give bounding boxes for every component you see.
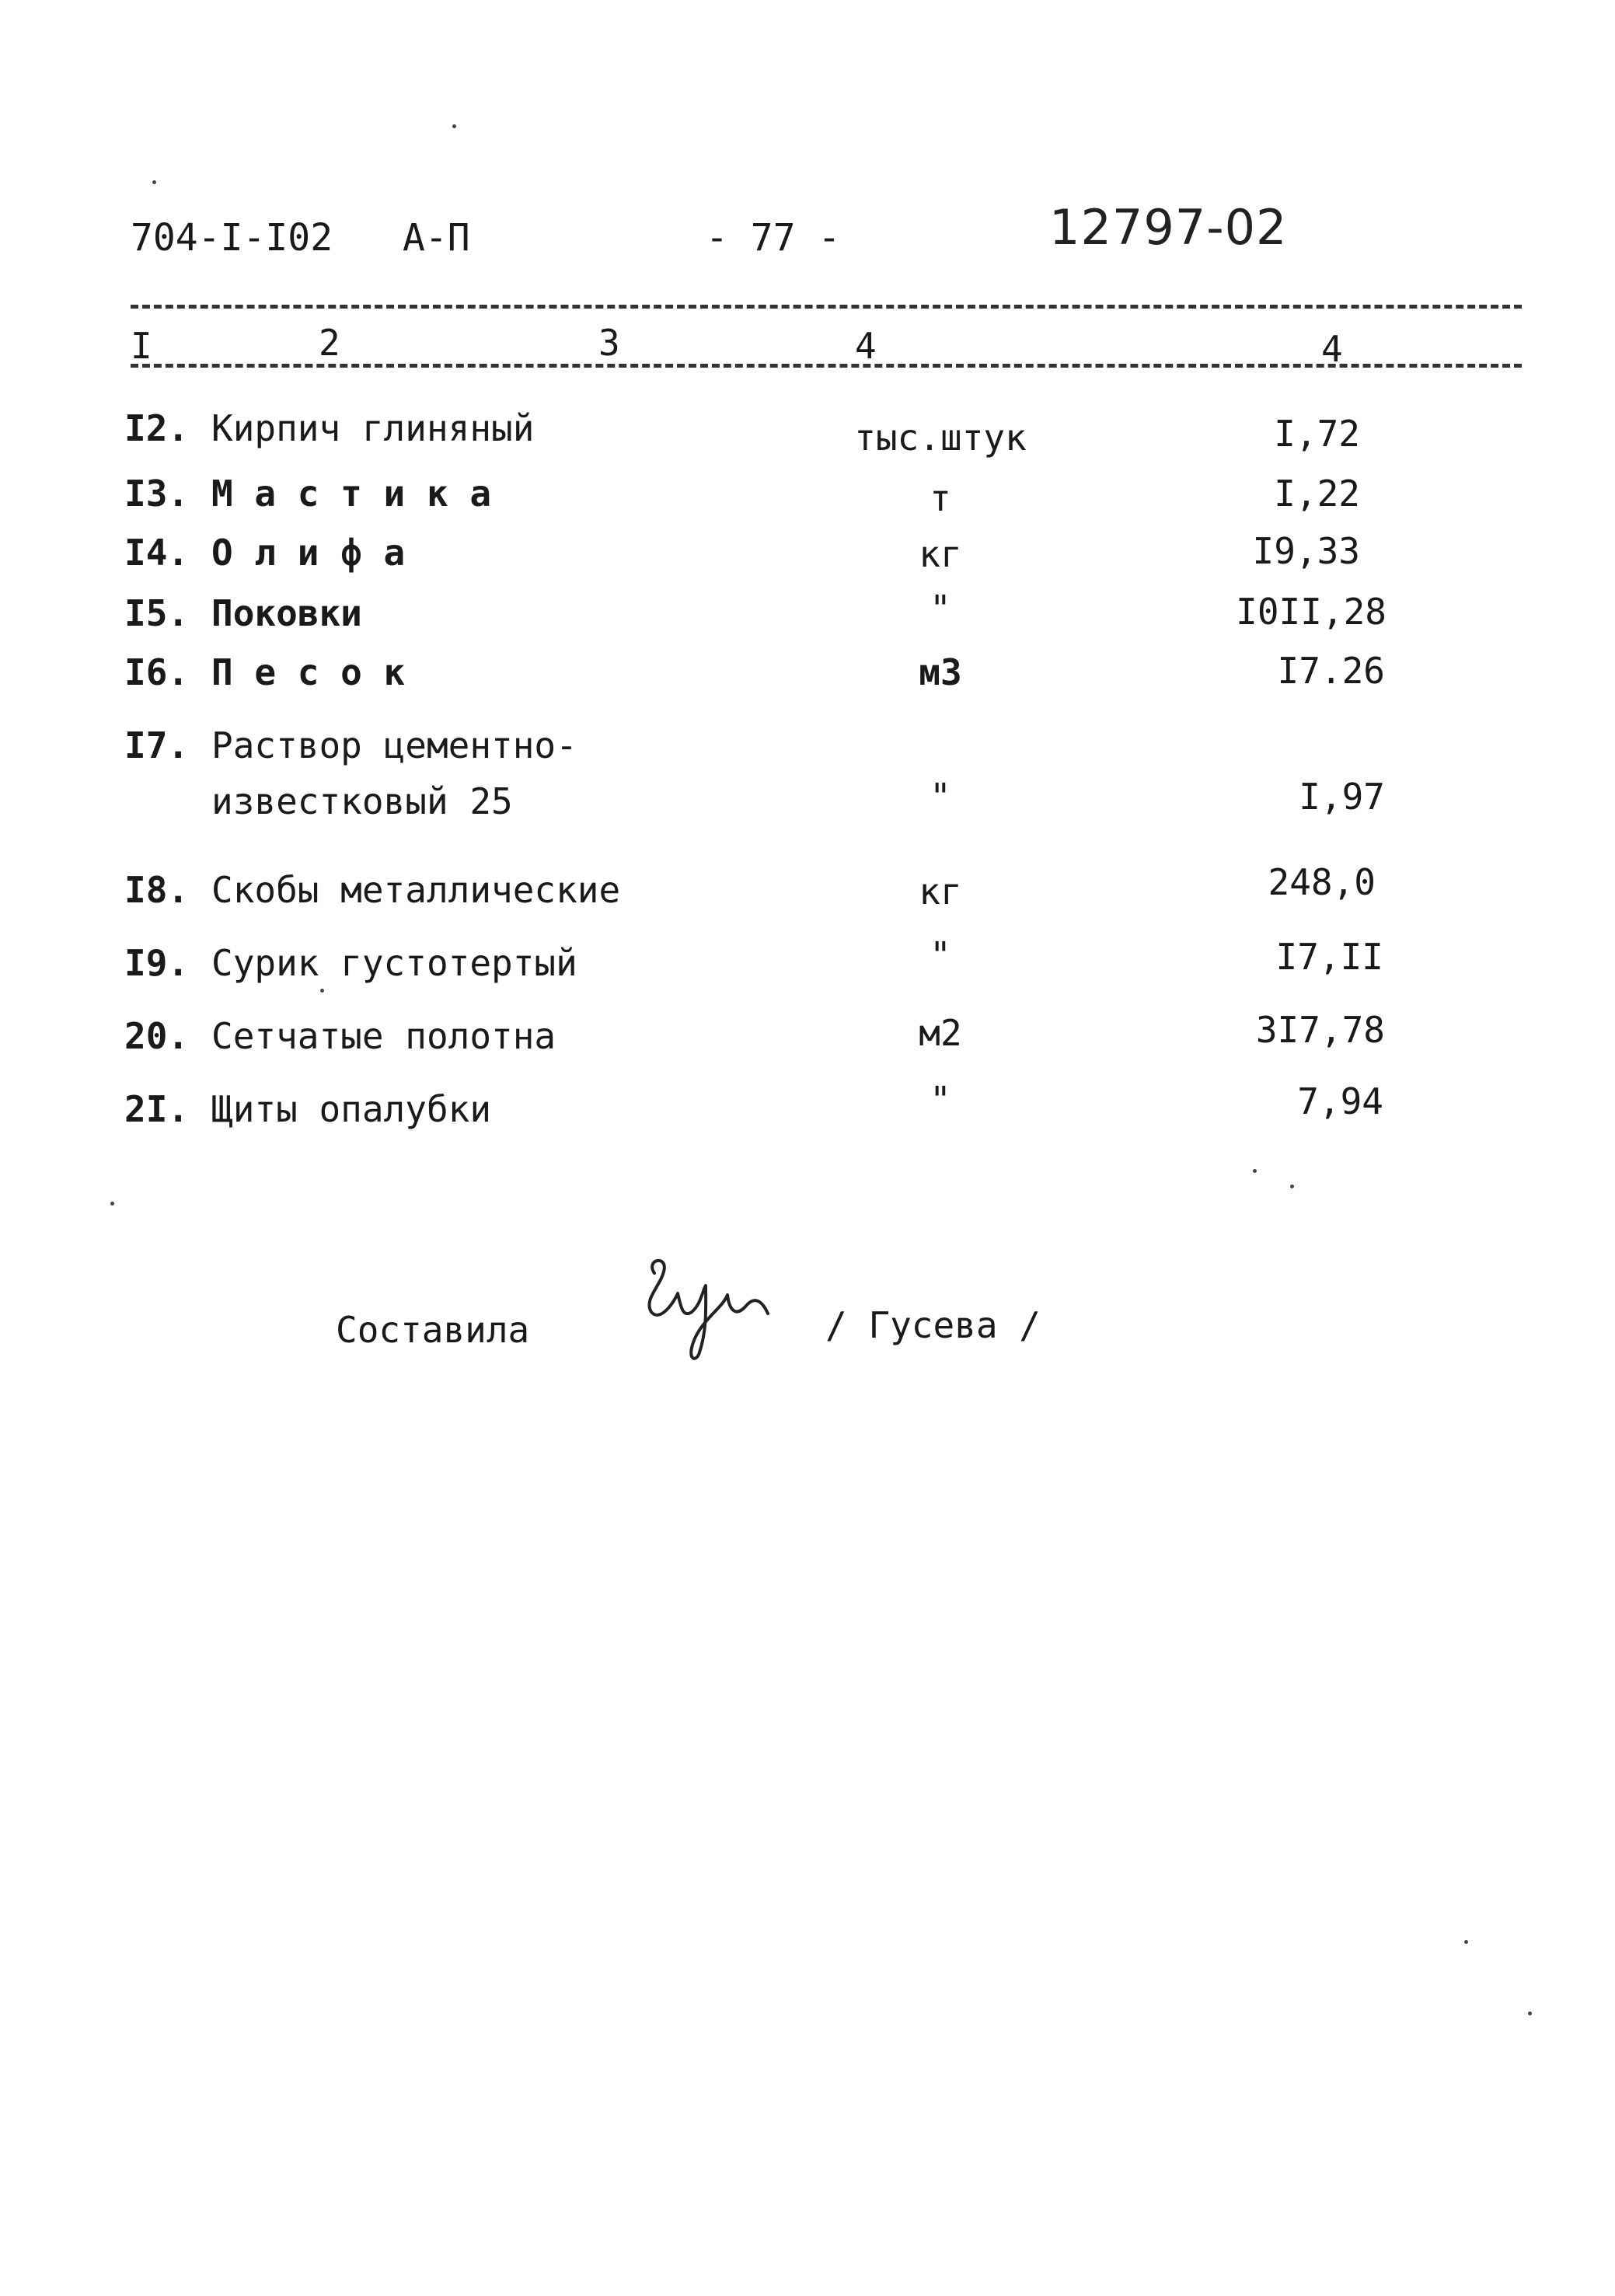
scan-speck bbox=[110, 1202, 114, 1206]
row-unit: тыс.штук bbox=[854, 417, 1027, 459]
signatory-name: / Гусева / bbox=[825, 1304, 1041, 1346]
row-number: 2I. bbox=[124, 1088, 190, 1130]
row-unit: " bbox=[930, 776, 951, 818]
scan-speck bbox=[152, 180, 156, 184]
row-unit: м2 bbox=[919, 1012, 962, 1054]
scan-speck bbox=[1290, 1185, 1294, 1188]
row-value: I9,33 bbox=[1252, 530, 1360, 572]
scan-speck bbox=[320, 989, 324, 993]
row-unit: кг bbox=[919, 871, 962, 912]
row-value: I,97 bbox=[1299, 776, 1385, 818]
row-name: П е с о к bbox=[211, 651, 406, 693]
row-value: I7.26 bbox=[1277, 650, 1385, 692]
row-number: I3. bbox=[124, 473, 190, 515]
column-mark-5: 4 bbox=[1321, 328, 1343, 370]
scan-speck bbox=[452, 124, 456, 128]
row-unit: м3 bbox=[919, 651, 962, 693]
row-value: 248,0 bbox=[1268, 861, 1376, 903]
row-number: I4. bbox=[124, 532, 190, 574]
row-unit: " bbox=[930, 1079, 951, 1121]
row-value: I,22 bbox=[1274, 473, 1360, 515]
handwritten-signature bbox=[637, 1251, 777, 1368]
sheet-code: А-П bbox=[403, 216, 470, 260]
scan-speck bbox=[1253, 1169, 1257, 1173]
row-name: М а с т и к а bbox=[211, 473, 492, 515]
row-name: О л и ф а bbox=[211, 532, 406, 574]
row-value: I0II,28 bbox=[1236, 591, 1387, 633]
row-name: Раствор цементно- bbox=[211, 724, 577, 766]
column-mark-2: 2 bbox=[319, 322, 340, 364]
row-name: Сурик густотертый bbox=[211, 942, 577, 984]
header-rule-bottom bbox=[131, 364, 1522, 368]
row-value: 3I7,78 bbox=[1255, 1009, 1385, 1051]
column-mark-1: I bbox=[131, 325, 152, 367]
page-number: - 77 - bbox=[706, 216, 841, 260]
document-code: 704-I-I02 bbox=[131, 216, 333, 260]
row-value: 7,94 bbox=[1297, 1080, 1383, 1122]
compiled-by-label: Составила bbox=[336, 1309, 530, 1351]
row-name: Сетчатые полотна bbox=[211, 1015, 556, 1057]
row-number: I7. bbox=[124, 724, 190, 766]
row-name: Поковки bbox=[211, 592, 362, 634]
column-mark-3: 3 bbox=[598, 322, 620, 364]
row-name: Скобы металлические bbox=[211, 869, 621, 911]
row-unit: " bbox=[930, 588, 951, 630]
scan-speck bbox=[1528, 2012, 1532, 2015]
row-name-continued: известковый 25 bbox=[211, 780, 513, 822]
signature-drawing bbox=[637, 1251, 777, 1368]
row-number: I6. bbox=[124, 651, 190, 693]
scan-speck bbox=[1464, 1940, 1468, 1944]
column-mark-4: 4 bbox=[855, 325, 877, 367]
row-value: I,72 bbox=[1274, 413, 1360, 455]
row-number: I8. bbox=[124, 869, 190, 911]
row-number: I9. bbox=[124, 942, 190, 984]
row-number: I2. bbox=[124, 407, 190, 449]
document-number: 12797-02 bbox=[1049, 199, 1288, 256]
row-name: Щиты опалубки bbox=[211, 1088, 492, 1130]
row-value: I7,II bbox=[1275, 936, 1383, 978]
row-unit: т bbox=[930, 477, 951, 519]
row-unit: " bbox=[930, 934, 951, 976]
header-rule-top bbox=[131, 305, 1522, 309]
row-name: Кирпич глиняный bbox=[211, 407, 535, 449]
row-number: 20. bbox=[124, 1015, 190, 1057]
row-number: I5. bbox=[124, 592, 190, 634]
row-unit: кг bbox=[919, 533, 962, 575]
